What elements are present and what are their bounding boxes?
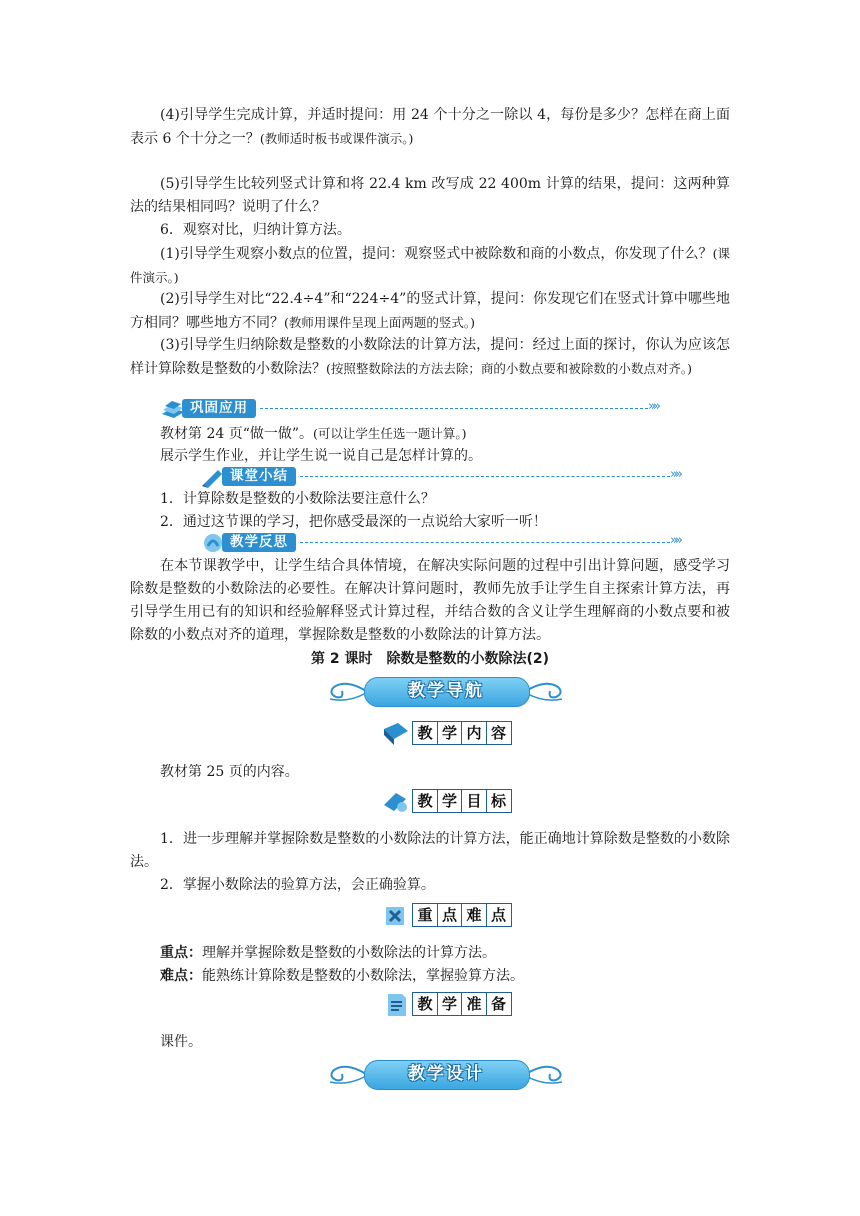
double-chevron-icon: »» [670,533,680,548]
xiaojie-item-1: 1．计算除数是整数的小数除法要注意什么？ [160,491,435,507]
prep-text: 课件。 [160,1034,202,1050]
header-key-points [382,901,522,931]
question-3: (3)引导学生归纳除数是整数的小数除法的计算方法，提问：经过上面的探讨，你认为应该怎样计算除数是整数的小数除法？(按照整数除法的方法去除；商的小数点要和被除数的小数点对齐。) [130,337,730,377]
header-char: 学 [437,721,463,745]
content-text: 教材第 25 页的内容。 [160,764,299,780]
difficult-point: 难点：能熟练计算除数是整数的小数除法，掌握验算方法。 [160,968,524,984]
header-teaching-goals [382,787,522,817]
goal-item-2: 2．掌握小数除法的验算方法，会正确验算。 [160,877,435,893]
header-char: 教 [412,789,438,813]
step-6: 6．观察对比，归纳计算方法。 [160,222,351,238]
key-book-icon [382,903,410,929]
paragraph-4: (4)引导学生完成计算，并适时提问：用 24 个十分之一除以 4，每份是多少？怎样在商上面表示 6 个十分之一？(教师适时板书或课件演示。) [130,107,730,147]
header-preparation [382,990,522,1020]
xiaojie-item-2: 2．通过这节课的学习，把你感受最深的一点说给大家听一听！ [160,514,547,530]
header-cells [412,992,510,1016]
gonggu-line-1: 教材第 24 页“做一做”。(可以让学生任选一题计算。) [160,426,467,442]
goal-item-1: 1．进一步理解并掌握除数是整数的小数除法的计算方法，能正确地计算除数是整数的小数除法。 [130,831,730,870]
header-char: 备 [486,992,512,1016]
paragraph-5: (5)引导学生比较列竖式计算和将 22.4 km 改写成 22 400m 计算的结果，提问：这两种算法的结果相同吗？说明了什么？ [130,176,730,215]
header-char: 容 [486,721,512,745]
dashed-divider [300,476,670,477]
section-title: 巩固应用 [182,399,256,418]
gonggu-line-2: 展示学生作业，并让学生说一说自己是怎样计算的。 [160,448,482,464]
question-1: (1)引导学生观察小数点的位置，提问：观察竖式中被除数和商的小数点，你发现了什么？(课件演示。) [130,246,730,285]
double-chevron-icon: »» [670,467,680,482]
section-title: 教学反思 [222,533,296,552]
header-char: 教 [412,992,438,1016]
target-book-icon [382,789,410,815]
question-2: (2)引导学生对比“22.4÷4”和“224÷4”的竖式计算，提问：你发现它们在竖式计算中哪些地方相同？哪些地方不同？(教师用课件呈现上面两题的竖式。) [130,291,730,331]
dashed-divider [300,542,670,543]
double-chevron-icon: »» [648,399,658,414]
header-char: 学 [437,992,463,1016]
header-char: 点 [486,903,512,927]
header-cells [412,789,510,813]
fansi-text: 在本节课教学中，让学生结合具体情境，在解决实际问题的过程中引出计算问题，感受学习除数是整数的小数除法的必要性。在解决计算问题时，教师先放手让学生自主探索计算方法，再引导学生用已有的知识和经验解释竖式计算过程，并结合数的含义让学生理解商的小数点要和被除数的小数点对齐的道理，掌握除数是整数的小数除法的计算方法。 [130,558,730,643]
banner-title: 教学设计 [408,1064,484,1084]
book-icon [382,721,410,747]
header-char: 内 [461,721,487,745]
header-char: 学 [437,789,463,813]
header-char: 准 [461,992,487,1016]
section-header-fansi [200,532,700,554]
header-char: 标 [486,789,512,813]
document-icon [382,992,410,1018]
header-cells [412,903,510,927]
lesson-title: 第 2 课时 除数是整数的小数除法(2) [310,651,550,667]
section-header-gonggu [160,398,660,420]
section-header-xiaojie [200,466,700,488]
section-title: 课堂小结 [222,467,296,486]
key-point: 重点：理解并掌握除数是整数的小数除法的计算方法。 [160,945,496,961]
header-char: 重 [412,903,438,927]
header-char: 教 [412,721,438,745]
header-cells [412,721,510,745]
header-char: 点 [437,903,463,927]
dashed-divider [260,408,648,409]
banner-navigation [326,673,566,709]
header-teaching-content [382,719,522,749]
header-char: 目 [461,789,487,813]
banner-design [326,1056,566,1092]
banner-title: 教学导航 [408,681,484,701]
header-char: 难 [461,903,487,927]
